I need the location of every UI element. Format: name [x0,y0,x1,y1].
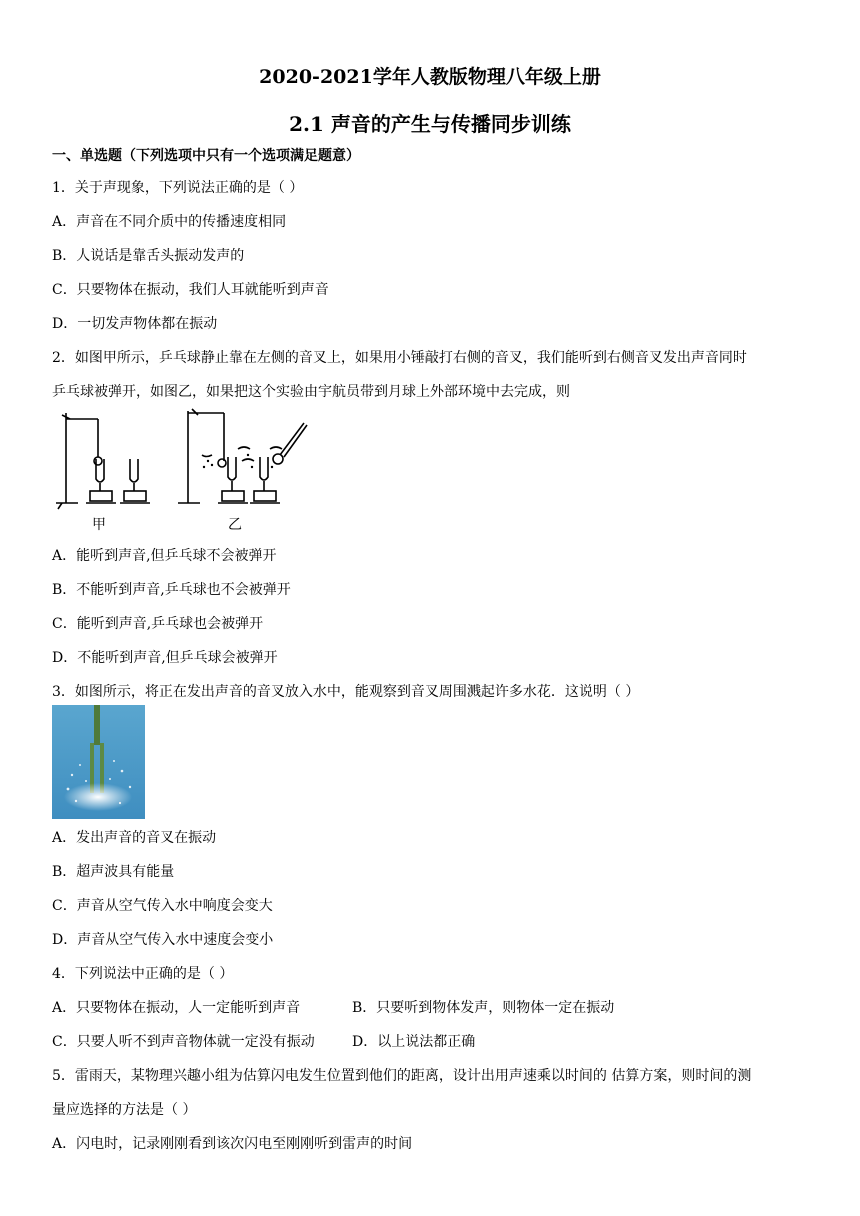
tuning-fork-water-photo [52,705,145,819]
q2-stem-line1: 2．如图甲所示，乒乓球静止靠在左侧的音叉上，如果用小锤敲打右侧的音叉，我们能听到右侧音叉发出声音同时 [52,350,747,366]
q5-stem-line1: 5．雷雨天，某物理兴趣小组为估算闪电发生位置到他们的距离，设计出用声速乘以时间的 估算方案，则时间的测 [52,1068,752,1084]
q3-option-b: B．超声波具有能量 [52,864,175,880]
q3-stem: 3．如图所示，将正在发出声音的音叉放入水中，能观察到音叉周围溅起许多水花．这说明（ ） [52,684,640,700]
q1-option-c: C．只要物体在振动，我们人耳就能听到声音 [52,282,329,298]
q1-option-d: D．一切发声物体都在振动 [52,316,218,332]
q1-option-a: A．声音在不同介质中的传播速度相同 [52,214,287,230]
section-heading: 一、单选题（下列选项中只有一个选项满足题意） [52,148,360,164]
q5-option-a: A．闪电时，记录刚刚看到该次闪电至刚刚听到雷声的时间 [52,1136,413,1152]
q2-option-d: D．不能听到声音,但乒乓球会被弹开 [52,650,278,666]
q4-option-d: D．以上说法都正确 [352,1034,476,1050]
fig-label-left: 甲 [92,517,106,533]
q3-option-a: A．发出声音的音叉在振动 [52,830,217,846]
q3-option-d: D．声音从空气传入水中速度会变小 [52,932,274,948]
fig-label-right: 乙 [228,517,242,533]
q4-option-b: B．只要听到物体发声，则物体一定在振动 [352,1000,615,1016]
q2-option-a: A．能听到声音,但乒乓球不会被弹开 [52,548,277,564]
q4-option-a: A．只要物体在振动，人一定能听到声音 [52,1000,301,1016]
q3-option-c: C．声音从空气传入水中响度会变大 [52,898,273,914]
q1-option-b: B．人说话是靠舌头振动发声的 [52,248,245,264]
q5-stem-line2: 量应选择的方法是（ ） [52,1102,197,1118]
q4-option-c: C．只要人听不到声音物体就一定没有振动 [52,1034,315,1050]
q2-option-b: B．不能听到声音,乒乓球也不会被弹开 [52,582,291,598]
q2-option-c: C．能听到声音,乒乓球也会被弹开 [52,616,264,632]
q4-stem: 4．下列说法中正确的是（ ） [52,966,234,982]
worksheet-title: 2020-2021学年人教版物理八年级上册 [259,66,601,88]
q1-stem: 1．关于声现象，下列说法正确的是（ ） [52,180,304,196]
q2-stem-line2: 乒乓球被弹开，如图乙，如果把这个实验由宇航员带到月球上外部环境中去完成，则 [52,384,570,400]
worksheet-subtitle: 2.1 声音的产生与传播同步训练 [289,112,571,136]
tuning-fork-figure [52,405,312,535]
